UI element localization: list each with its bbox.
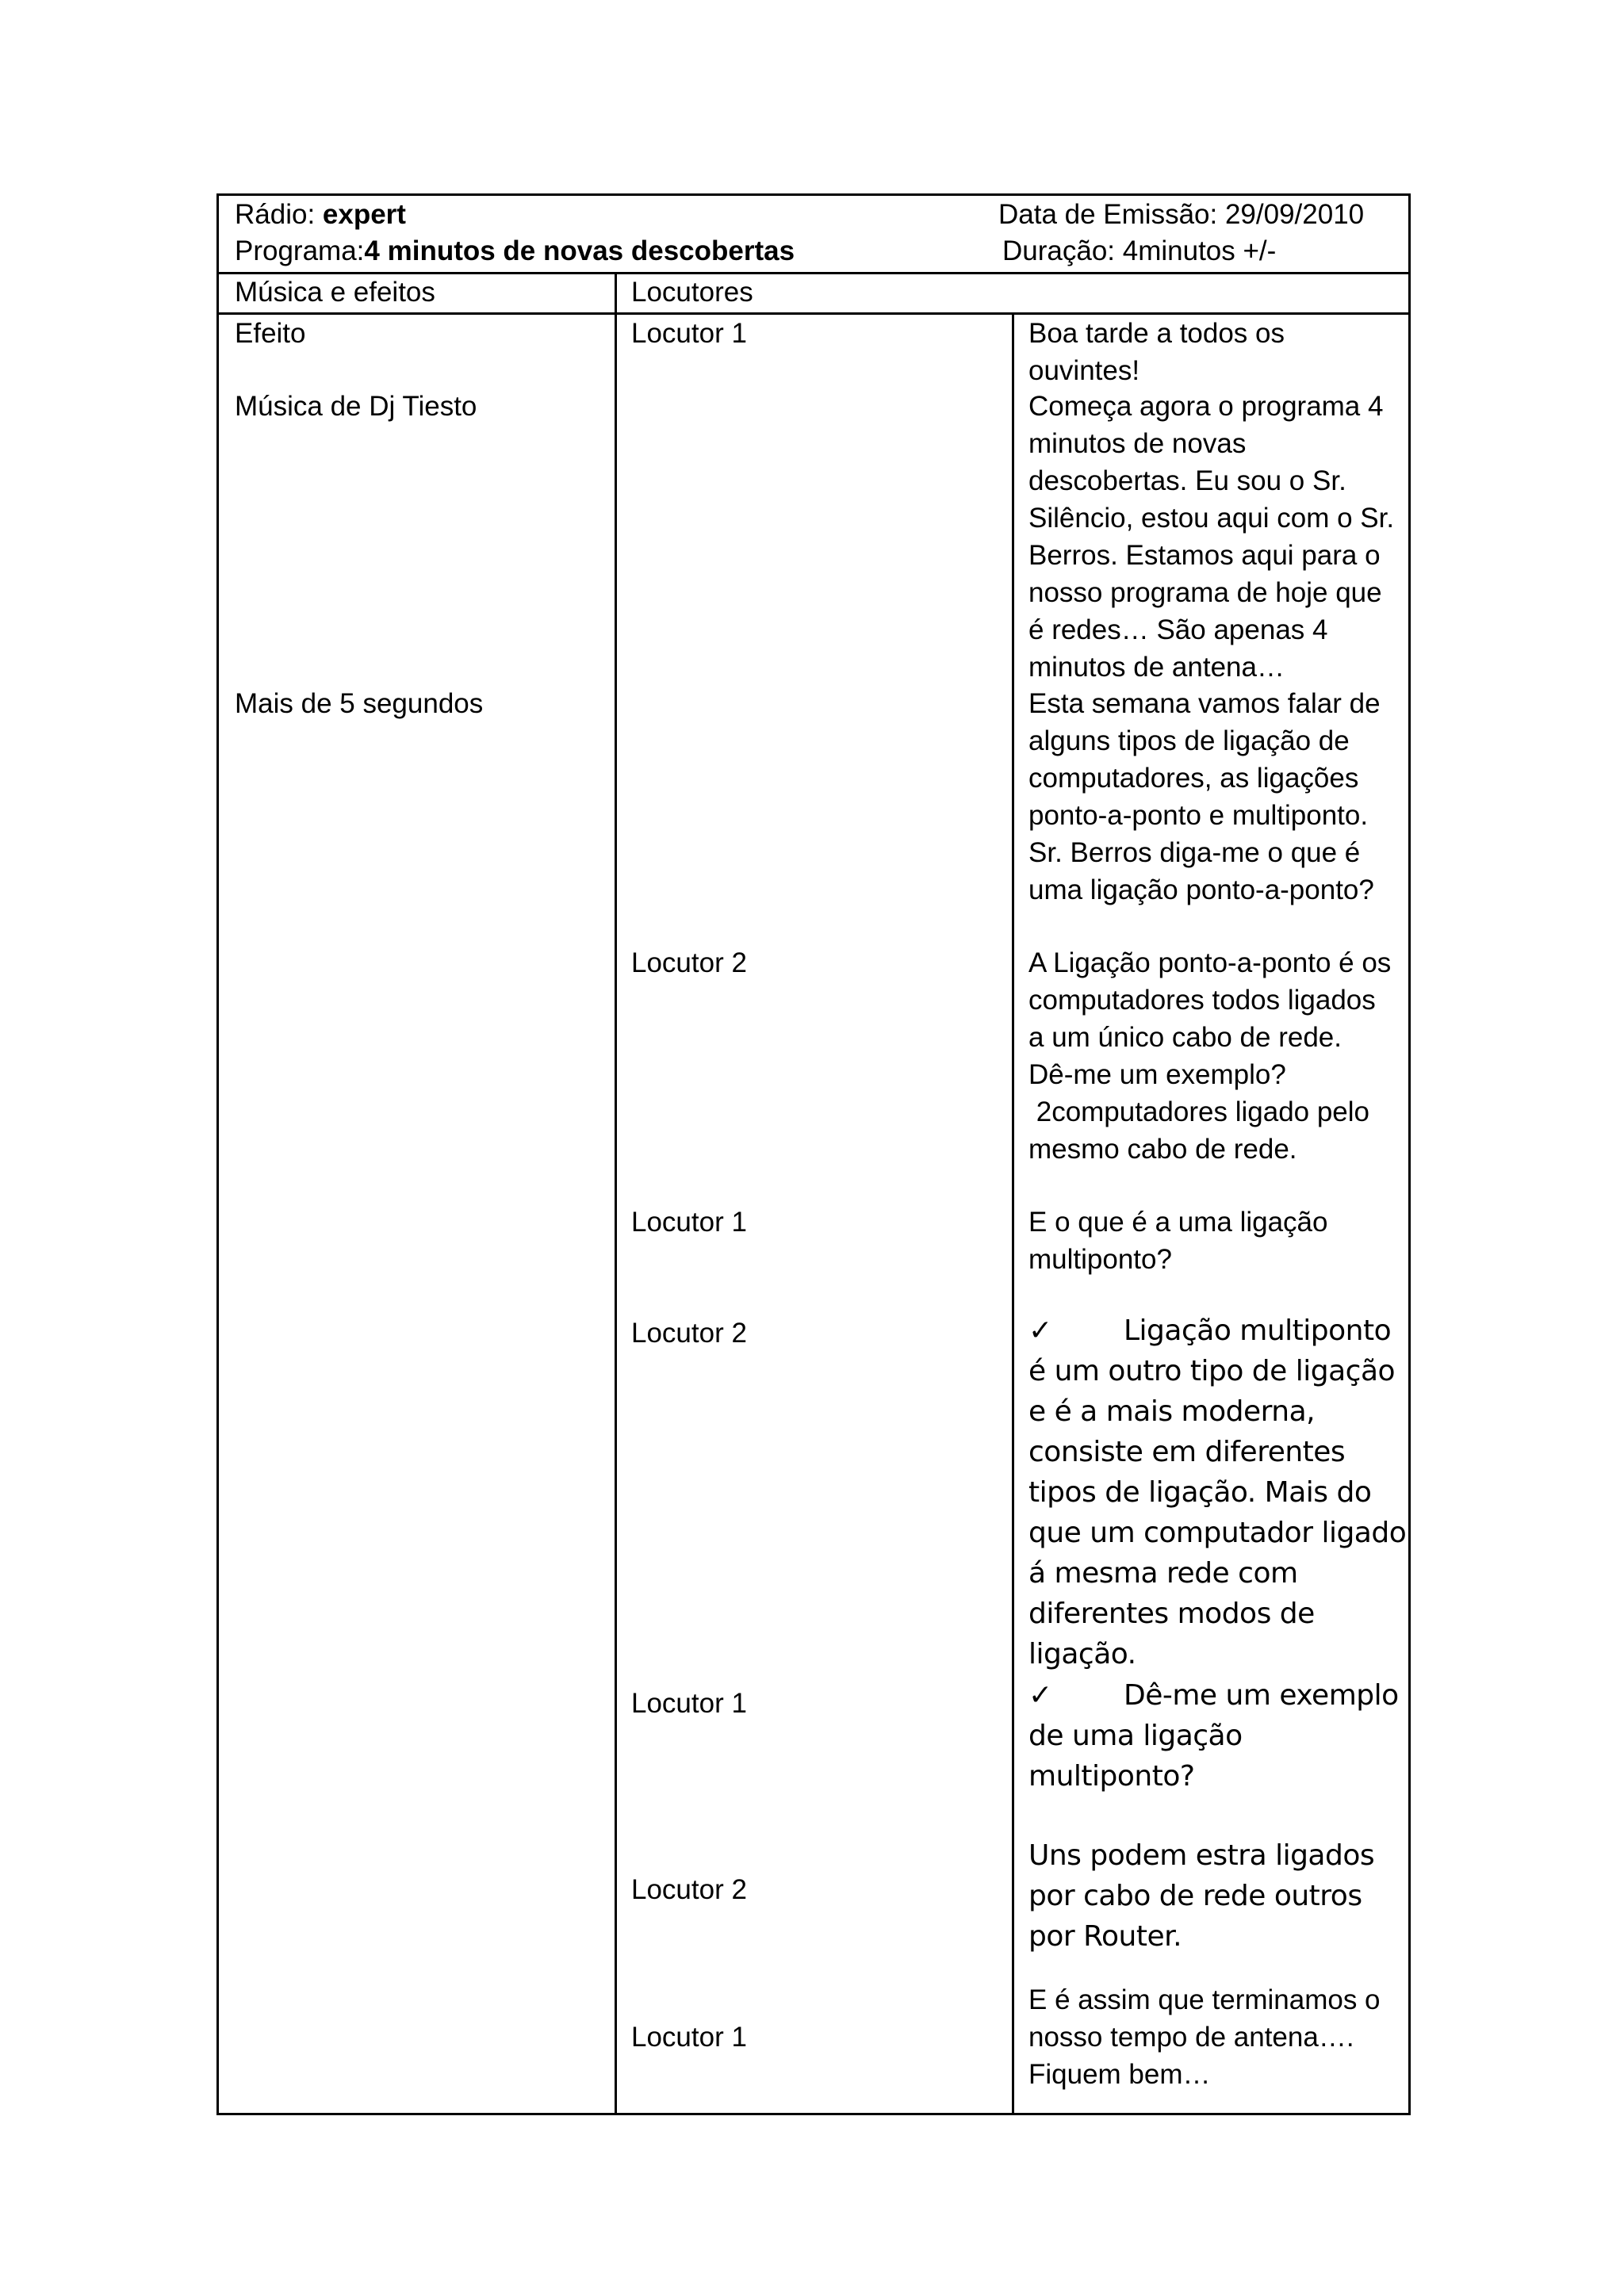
header-duration: Duração: 4minutos +/- xyxy=(1002,235,1277,266)
script-paragraph: ✓ Dê-me um exemplo de uma ligação multiponto? xyxy=(1028,1675,1401,1797)
column-divider-2 xyxy=(1012,312,1014,2113)
speaker-cue: Locutor 2 xyxy=(631,1318,747,1349)
speaker-cue: Locutor 1 xyxy=(631,318,747,349)
column-header-speakers: Locutores xyxy=(631,277,753,308)
speaker-cue: Locutor 2 xyxy=(631,947,747,978)
radio-script-table xyxy=(216,193,1411,2115)
header-program xyxy=(235,232,795,270)
header-radio xyxy=(235,196,406,234)
script-paragraph: Uns podem estra ligados por cabo de rede outros por Router. xyxy=(1028,1839,1375,1953)
radio-label: Rádio: xyxy=(235,199,323,230)
script-paragraph: E o que é a uma ligação multiponto? xyxy=(1028,1207,1328,1275)
script-paragraph: ✓ Ligação multiponto é um outro tipo de ligação e é a mais moderna, consiste em diferentes tipos de ligação. Mais do que um computador ligado á mesma rede com diferentes modos de ligação. xyxy=(1028,1311,1401,1674)
column-header-music: Música e efeitos xyxy=(235,277,435,308)
script-paragraph: Esta semana vamos falar de alguns tipos de ligação de computadores, as ligações ponto-a-ponto e multiponto. Sr. Berros diga-me o que é uma ligação ponto-a-ponto? xyxy=(1028,688,1381,905)
program-label: Programa: xyxy=(235,235,365,266)
radio-name: expert xyxy=(322,199,406,230)
speaker-cue: Locutor 2 xyxy=(631,1874,747,1905)
speaker-cue: Locutor 1 xyxy=(631,2022,747,2053)
program-name: 4 minutos de novas descobertas xyxy=(364,235,795,266)
music-cue: Música de Dj Tiesto xyxy=(235,391,477,422)
music-cue: Mais de 5 segundos xyxy=(235,688,484,719)
checkmark-icon: ✓ xyxy=(1028,1679,1052,1712)
checkmark-icon: ✓ xyxy=(1028,1314,1052,1347)
script-paragraph: A Ligação ponto-a-ponto é os computadores todos ligados a um único cabo de rede. Dê-me um exemplo? 2computadores ligado pelo mesmo cabo de rede. xyxy=(1028,947,1392,1165)
header-date: Data de Emissão: 29/09/2010 xyxy=(998,199,1365,230)
script-paragraph: Começa agora o programa 4 minutos de novas descobertas. Eu sou o Sr. Silêncio, estou aqui com o Sr. Berros. Estamos aqui para o nosso programa de hoje que é redes… São apenas 4 minutos de antena… xyxy=(1028,391,1395,683)
script-paragraph: E é assim que terminamos o nosso tempo de antena…. Fiquem bem… xyxy=(1028,1984,1381,2090)
speaker-cue: Locutor 1 xyxy=(631,1207,747,1238)
music-cue: Efeito xyxy=(235,318,306,349)
column-divider-1 xyxy=(615,272,617,2113)
speaker-cue: Locutor 1 xyxy=(631,1688,747,1719)
script-paragraph: Boa tarde a todos os ouvintes! xyxy=(1028,318,1285,386)
